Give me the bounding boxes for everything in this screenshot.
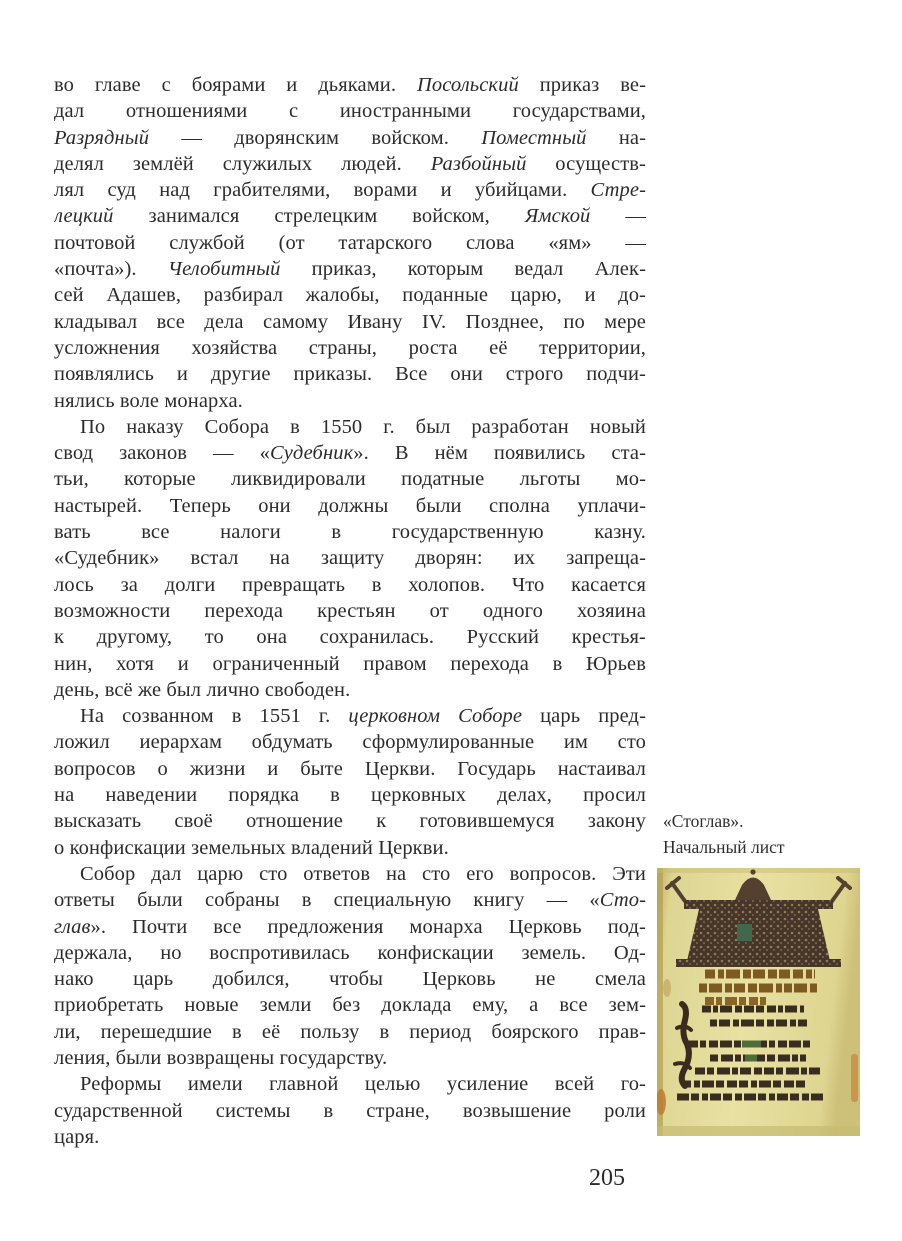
text-line	[54, 545, 646, 571]
text-line	[54, 361, 646, 387]
text-segment: вопросов о жизни и быте Церкви. Государь настаивал	[54, 757, 646, 780]
text-line	[54, 177, 646, 203]
text-segment: на наведении порядка в церковных делах, просил	[54, 784, 646, 807]
text-line	[54, 256, 646, 282]
text-segment: нако царь добился, чтобы Церковь не смела	[54, 968, 646, 991]
text-line	[54, 98, 646, 124]
italic-text-segment: церковном Соборе	[348, 705, 523, 728]
text-line	[54, 125, 646, 151]
text-line	[54, 782, 646, 808]
italic-text-segment: Поместный	[481, 126, 587, 149]
text-line	[54, 519, 646, 545]
text-segment: ». Почти все предложения монарха Церковь под-	[90, 915, 646, 938]
text-segment: во главе с боярами и дьяками.	[54, 74, 417, 96]
text-segment: «Судебник» встал на защиту дворян: их запреща-	[54, 547, 646, 570]
text-segment: вать все налоги в государственную казну.	[54, 521, 646, 544]
text-line	[54, 1124, 646, 1150]
italic-text-segment: Челобитный	[167, 258, 281, 281]
text-line	[54, 230, 646, 256]
text-segment: приказ, которым ведал Алек-	[280, 258, 646, 281]
text-line	[54, 309, 646, 335]
text-line	[54, 598, 646, 624]
text-segment: сударственной системы в стране, возвышение роли	[54, 1099, 646, 1122]
text-segment: ложил иерархам обдумать сформулированные им сто	[54, 731, 646, 754]
text-segment: возможности перехода крестьян от одного хозяина	[54, 599, 646, 622]
text-segment: На созванном в 1551 г.	[80, 705, 349, 728]
text-segment: нин, хотя и ограниченный правом перехода в Юрьев	[54, 652, 646, 675]
text-segment: дал отношениями с иностранными государствами,	[54, 100, 646, 123]
text-segment: ления, были возвращены государству.	[54, 1046, 388, 1069]
text-segment: почтовой службой (от татарского слова «ям» —	[54, 231, 646, 254]
italic-text-segment: Разбойный	[430, 152, 527, 175]
text-segment: свод законов — «	[54, 442, 270, 465]
text-line	[54, 651, 646, 677]
text-line	[54, 572, 646, 598]
text-line	[54, 282, 646, 308]
text-segment: на-	[586, 126, 646, 149]
text-segment: к другому, то она сохранилась. Русский крестья-	[54, 626, 646, 649]
text-segment: делял землёй служилых людей.	[54, 152, 431, 175]
italic-text-segment: Разрядный	[54, 126, 150, 149]
body-text-column	[54, 72, 646, 1150]
text-segment: появлялись и другие приказы. Все они строго подчи-	[54, 363, 646, 386]
text-segment: приказ ве-	[518, 74, 646, 96]
text-segment: настырей. Теперь они должны были сполна уплачи-	[54, 494, 646, 517]
text-line	[54, 966, 646, 992]
text-line	[54, 1071, 646, 1097]
text-segment: царь пред-	[522, 705, 646, 728]
text-line	[54, 1045, 646, 1071]
italic-text-segment: Судебник	[270, 442, 354, 465]
italic-text-segment: лецкий	[54, 205, 114, 228]
text-segment: день, всё же был лично свободен.	[54, 678, 351, 701]
text-segment: о конфискации земельных владений Церкви.	[54, 836, 449, 859]
text-line	[54, 887, 646, 913]
stoglav-manuscript-image	[657, 868, 860, 1136]
text-line	[54, 677, 646, 703]
text-segment: лял суд над грабителями, ворами и убийцами.	[54, 179, 591, 202]
text-segment: осуществ-	[526, 152, 646, 175]
text-line	[54, 1098, 646, 1124]
text-line	[54, 466, 646, 492]
text-segment: Собор дал царю сто ответов на сто его вопросов. Эти	[80, 862, 646, 885]
text-line	[54, 703, 646, 729]
italic-text-segment: Стре-	[590, 179, 646, 202]
text-segment: держала, но воспротивилась конфискации земель. Од-	[54, 941, 646, 964]
text-segment: ». В нём появились ста-	[353, 442, 646, 465]
text-segment: высказать своё отношение к готовившемуся закону	[54, 810, 646, 833]
text-line	[54, 914, 646, 940]
text-line	[54, 440, 646, 466]
text-line	[54, 72, 646, 98]
text-segment: — дворянским войском.	[149, 126, 482, 149]
text-line	[54, 414, 646, 440]
page-number: 205	[589, 1165, 625, 1191]
text-segment: По наказу Собора в 1550 г. был разработан новый	[80, 415, 646, 438]
text-segment: приобретать новые земли без доклада ему, а все зем-	[54, 994, 646, 1017]
text-line	[54, 729, 646, 755]
text-segment: лось за долги превращать в холопов. Что касается	[54, 573, 646, 596]
text-line	[54, 835, 646, 861]
text-line	[54, 493, 646, 519]
text-segment: —	[590, 205, 646, 228]
text-line	[54, 1019, 646, 1045]
text-segment: «почта»).	[54, 258, 168, 281]
text-line	[54, 992, 646, 1018]
text-segment: ли, перешедшие в её пользу в период боярского прав-	[54, 1020, 646, 1043]
text-line	[54, 388, 646, 414]
text-line	[54, 861, 646, 887]
italic-text-segment: Сто-	[599, 889, 646, 912]
text-segment: сей Адашев, разбирал жалобы, поданные царю, и до-	[54, 284, 646, 307]
figure-caption-line2: Начальный лист	[663, 836, 785, 857]
text-line	[54, 335, 646, 361]
text-line	[54, 756, 646, 782]
text-segment: Реформы имели главной целью усиление всей го-	[80, 1073, 646, 1096]
text-line	[54, 808, 646, 834]
text-segment: занимался стрелецким войском,	[113, 205, 525, 228]
italic-text-segment: Ямской	[524, 205, 591, 228]
text-line	[54, 151, 646, 177]
italic-text-segment: Посольский	[416, 74, 519, 96]
text-segment: усложнения хозяйства страны, роста её территории,	[54, 336, 646, 359]
text-segment: царя.	[54, 1125, 100, 1148]
text-line	[54, 203, 646, 229]
figure-caption	[663, 809, 873, 860]
text-segment: нялись воле монарха.	[54, 389, 243, 412]
text-segment: кладывал все дела самому Ивану IV. Позднее, по мере	[54, 310, 646, 333]
text-line	[54, 624, 646, 650]
manuscript-illustration-svg	[657, 868, 860, 1136]
text-line	[54, 940, 646, 966]
italic-text-segment: глав	[54, 915, 91, 938]
text-segment: ответы были собраны в специальную книгу — «	[54, 889, 600, 912]
text-segment: тьи, которые ликвидировали податные льготы мо-	[54, 468, 646, 491]
figure-caption-line1: «Стоглав».	[663, 811, 744, 831]
